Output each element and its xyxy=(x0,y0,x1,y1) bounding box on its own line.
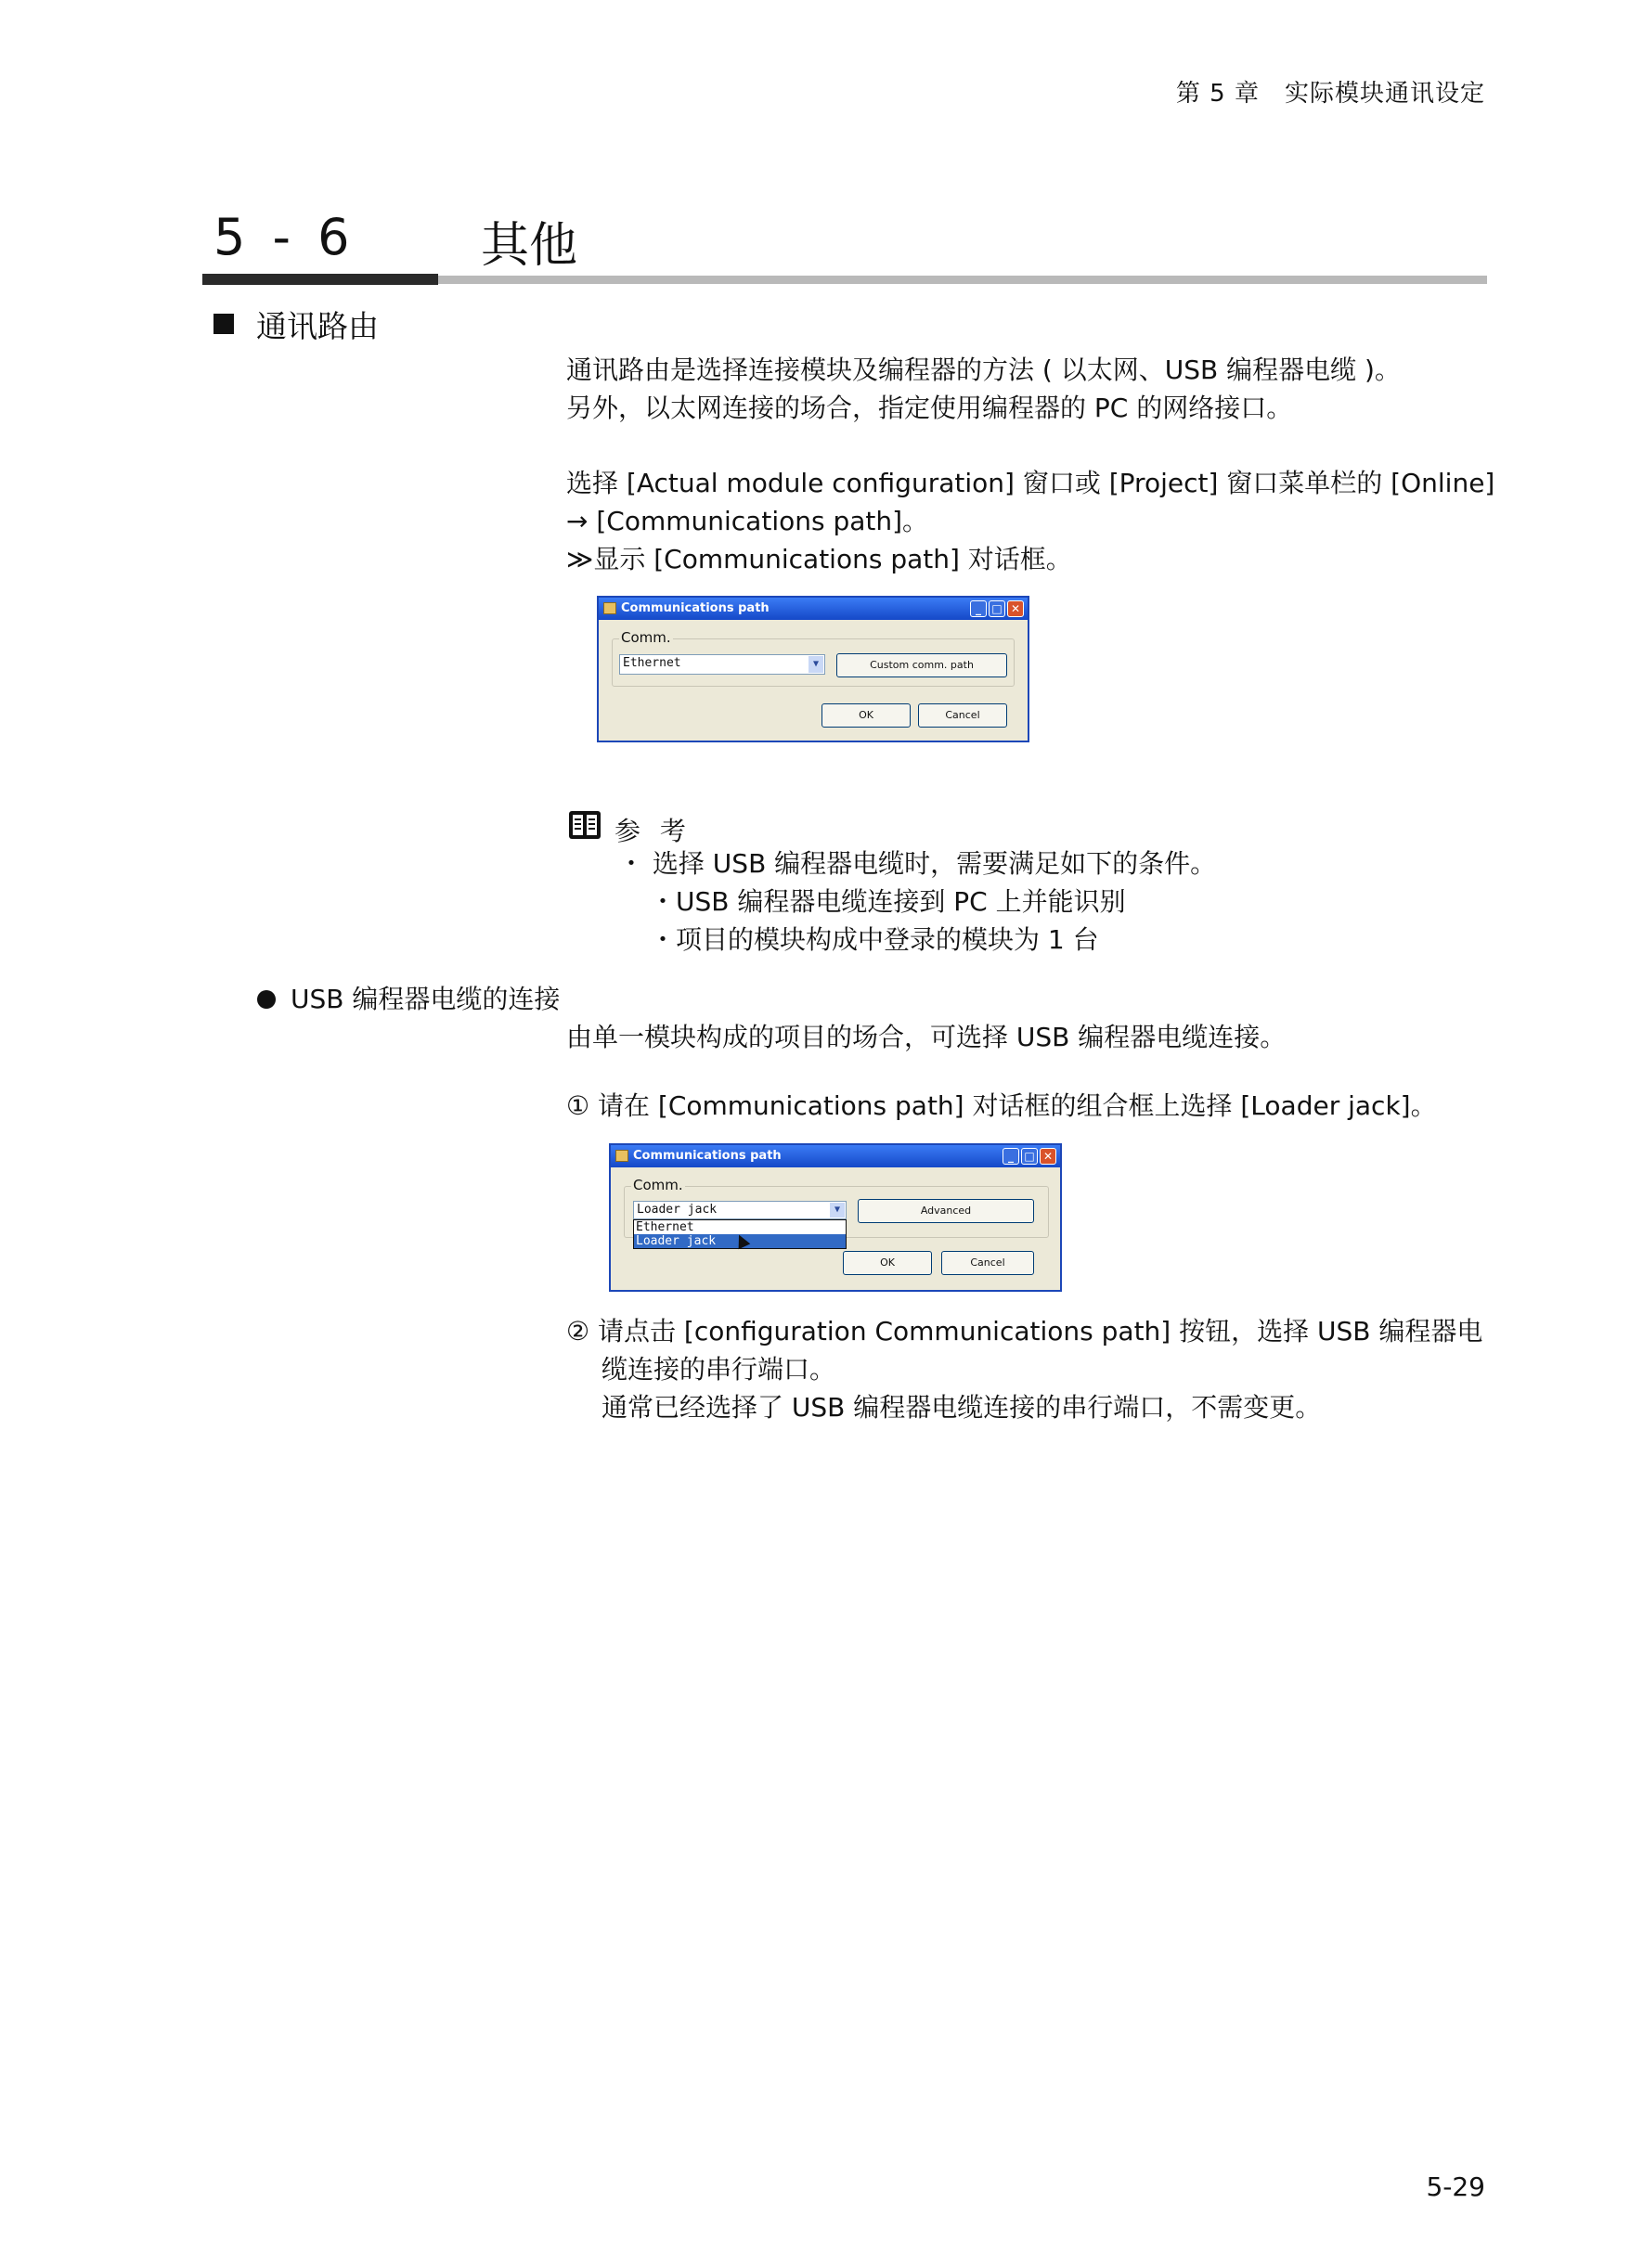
section-rule-light xyxy=(438,276,1487,284)
instruction-line-1: 选择 [Actual module configuration] 窗口或 [Project] 窗口菜单栏的 [Online] xyxy=(566,468,1495,498)
square-bullet-icon xyxy=(213,314,234,334)
comm-group-label: Comm. xyxy=(621,629,671,646)
reference-bullet: ・ 选择 USB 编程器电缆时，需要满足如下的条件。 xyxy=(618,848,1217,879)
ok-button[interactable]: OK xyxy=(822,703,911,728)
section-number: 5 - 6 xyxy=(213,208,356,266)
chevron-down-icon[interactable]: ▼ xyxy=(809,656,823,673)
dialog-title: Communications path xyxy=(621,601,770,615)
advanced-button[interactable]: Advanced xyxy=(858,1199,1034,1223)
app-icon xyxy=(603,602,616,614)
dialog2-title-bar xyxy=(611,1145,1060,1167)
close-icon[interactable]: ✕ xyxy=(1007,600,1024,617)
subsection-title: 通讯路由 xyxy=(256,308,379,344)
app-icon xyxy=(615,1150,628,1162)
round-bullet-icon xyxy=(257,990,276,1009)
reference-condition-2: ・项目的模块构成中登录的模块为 1 台 xyxy=(650,924,1099,955)
comm-combo[interactable] xyxy=(633,1201,847,1219)
custom-comm-path-button[interactable]: Custom comm. path xyxy=(836,653,1007,677)
communications-path-dialog-dropdown xyxy=(609,1143,1062,1292)
dialog-title-bar xyxy=(599,598,1028,620)
cancel-button[interactable]: Cancel xyxy=(918,703,1007,728)
book-icon xyxy=(568,809,602,841)
intro-line-1: 通讯路由是选择连接模块及编程器的方法 ( 以太网、USB 编程器电缆 )。 xyxy=(566,354,1401,385)
comm-group-label: Comm. xyxy=(633,1177,683,1193)
page-number: 5-29 xyxy=(1426,2171,1485,2202)
reference-condition-1: ・USB 编程器电缆连接到 PC 上并能识别 xyxy=(650,886,1126,917)
usb-heading: USB 编程器电缆的连接 xyxy=(291,984,561,1014)
close-icon[interactable]: ✕ xyxy=(1040,1148,1056,1165)
section-rule-dark xyxy=(202,274,438,285)
instruction-line-2: → [Communications path]。 xyxy=(566,506,929,536)
dropdown-option-loader-jack[interactable]: Loader jack xyxy=(634,1234,846,1248)
comm-combo[interactable] xyxy=(619,654,825,675)
ok-button[interactable]: OK xyxy=(843,1251,932,1275)
comm-combo-value: Ethernet xyxy=(623,656,681,670)
minimize-icon[interactable]: _ xyxy=(970,600,987,617)
usb-description: 由单一模块构成的项目的场合，可选择 USB 编程器电缆连接。 xyxy=(566,1022,1287,1052)
reference-label: 参 考 xyxy=(615,816,692,846)
dropdown-option-ethernet[interactable]: Ethernet xyxy=(636,1220,694,1234)
chevron-down-icon[interactable]: ▼ xyxy=(830,1203,845,1218)
maximize-icon[interactable]: □ xyxy=(989,600,1005,617)
chapter-header: 第 5 章 实际模块通讯设定 xyxy=(1175,80,1485,108)
maximize-icon[interactable]: □ xyxy=(1021,1148,1038,1165)
communications-path-dialog xyxy=(597,596,1029,742)
usb-step-2-line-2: 缆连接的串行端口。 xyxy=(602,1354,836,1385)
cancel-button[interactable]: Cancel xyxy=(941,1251,1034,1275)
instruction-line-3: ≫显示 [Communications path] 对话框。 xyxy=(566,544,1072,574)
usb-step-2-line-3: 通常已经选择了 USB 编程器电缆连接的串行端口，不需变更。 xyxy=(602,1392,1322,1423)
minimize-icon[interactable]: _ xyxy=(1003,1148,1019,1165)
usb-step-1: ① 请在 [Communications path] 对话框的组合框上选择 [Loader jack]。 xyxy=(566,1090,1437,1121)
dialog2-title: Communications path xyxy=(633,1149,782,1163)
section-title: 其他 xyxy=(481,218,578,274)
intro-line-2: 另外，以太网连接的场合，指定使用编程器的 PC 的网络接口。 xyxy=(566,393,1293,423)
comm-combo-value: Loader jack xyxy=(637,1203,718,1217)
usb-step-2-line-1: ② 请点击 [configuration Communications path] 按钮，选择 USB 编程器电 xyxy=(566,1316,1483,1347)
